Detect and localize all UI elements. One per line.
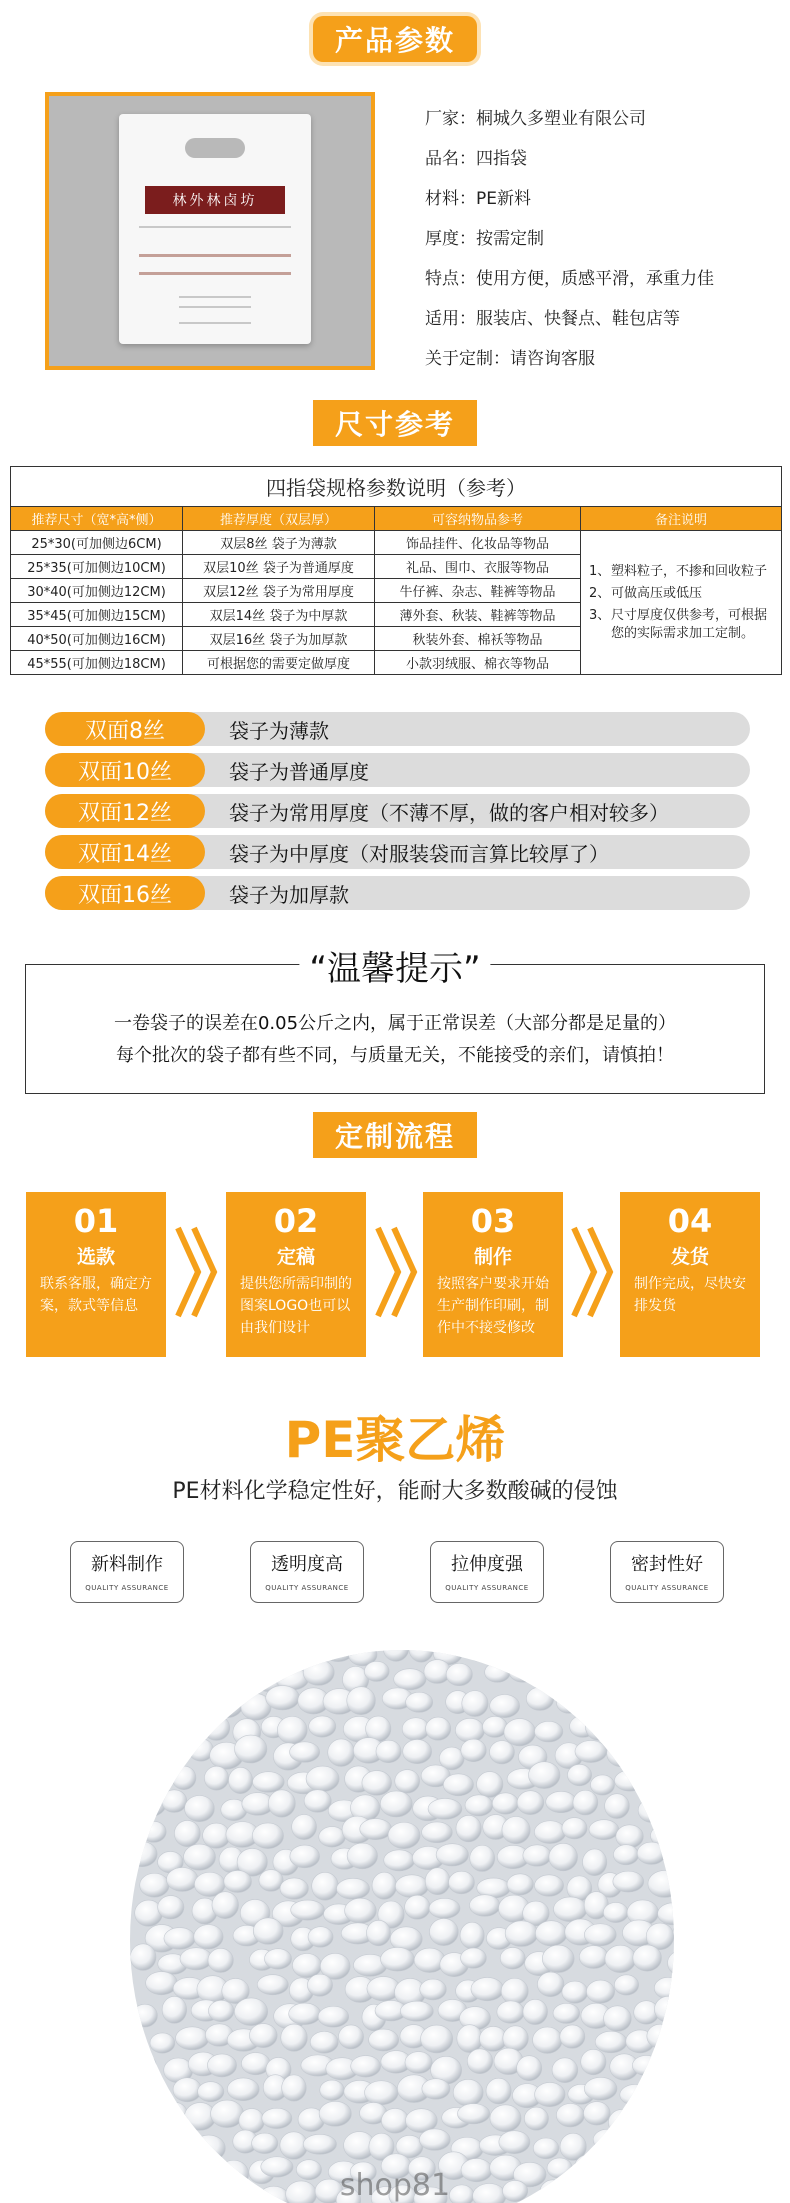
thickness-row xyxy=(45,794,750,828)
spec-key: 厚度： xyxy=(425,228,476,249)
table-cell: 双层8丝 袋子为薄款 xyxy=(183,531,375,555)
bag-print-line xyxy=(139,254,291,257)
table-cell: 双层10丝 袋子为普通厚度 xyxy=(183,555,375,579)
step-number: 04 xyxy=(667,1202,713,1240)
step-name: 制作 xyxy=(473,1246,512,1268)
thickness-desc: 袋子为中厚度（对服装袋而言算比较厚了） xyxy=(229,841,609,866)
section-title-size-ref: 尺寸参考 xyxy=(313,400,477,446)
table-cell: 小款羽绒服、棉衣等物品 xyxy=(375,651,581,675)
thickness-tag: 双面12丝 xyxy=(45,794,205,828)
spec-row xyxy=(425,256,765,296)
thickness-tag: 双面16丝 xyxy=(45,876,205,910)
note-text: 塑料粒子，不掺和回收粒子 xyxy=(611,563,768,579)
chevron-right-icon xyxy=(372,1222,420,1322)
spec-value: 请咨询客服 xyxy=(510,348,595,369)
spec-value: 使用方便，质感平滑，承重力佳 xyxy=(476,268,714,289)
feature-badge xyxy=(430,1541,544,1603)
bag-handle-hole xyxy=(185,138,245,158)
spec-value: 服装店、快餐点、鞋包店等 xyxy=(476,308,680,329)
bag-image xyxy=(119,114,311,344)
spec-value: PE新料 xyxy=(476,188,531,209)
spec-key: 品名： xyxy=(425,148,476,169)
process-step xyxy=(423,1192,563,1357)
tip-box xyxy=(25,949,765,1094)
table-cell: 双层14丝 袋子为中厚款 xyxy=(183,603,375,627)
spec-value: 按需定制 xyxy=(476,228,544,249)
pellets-graphic xyxy=(130,1640,675,2203)
table-cell: 可根据您的需要定做厚度 xyxy=(183,651,375,675)
table-row xyxy=(11,531,782,555)
process-step xyxy=(620,1192,760,1357)
process-step xyxy=(226,1192,366,1357)
chevron-right-icon xyxy=(568,1222,616,1322)
feature-badge xyxy=(250,1541,364,1603)
table-cell: 饰品挂件、化妆品等物品 xyxy=(375,531,581,555)
table-cell: 双层12丝 袋子为常用厚度 xyxy=(183,579,375,603)
spec-key: 材料： xyxy=(425,188,476,209)
pe-title: PE聚乙烯 xyxy=(284,1411,506,1469)
note-number: 1、 xyxy=(589,563,611,579)
table-cell: 牛仔裤、杂志、鞋裤等物品 xyxy=(375,579,581,603)
table-cell: 45*55(可加侧边18CM) xyxy=(11,651,183,675)
feature-badge xyxy=(70,1541,184,1603)
watermark: shop81 xyxy=(339,2168,451,2203)
note-text: 尺寸厚度仅供参考，可根据您的实际需求加工定制。 xyxy=(611,607,768,641)
spec-row xyxy=(425,96,765,136)
thickness-desc: 袋子为普通厚度 xyxy=(229,759,369,784)
spec-key: 厂家： xyxy=(425,108,476,129)
table-cell: 35*45(可加侧边15CM) xyxy=(11,603,183,627)
feature-badge xyxy=(610,1541,724,1603)
feature-sub: QUALITY ASSURANCE xyxy=(445,1584,529,1592)
feature-label: 新料制作 xyxy=(91,1554,163,1575)
thickness-row xyxy=(45,753,750,787)
bag-brand-logo: 林外林卤坊 xyxy=(145,186,285,214)
note-text: 可做高压或低压 xyxy=(611,585,703,601)
spec-value: 四指袋 xyxy=(476,148,527,169)
thickness-desc: 袋子为薄款 xyxy=(229,718,329,743)
table-header: 可容纳物品参考 xyxy=(375,507,581,531)
table-header: 推荐尺寸（宽*高*侧） xyxy=(11,507,183,531)
tip-line: 每个批次的袋子都有些不同，与质量无关，不能接受的亲们，请慎拍！ xyxy=(116,1045,674,1066)
step-number: 02 xyxy=(273,1202,319,1240)
step-name: 发货 xyxy=(670,1246,709,1268)
spec-row xyxy=(425,296,765,336)
spec-row xyxy=(425,176,765,216)
table-header: 推荐厚度（双层厚） xyxy=(183,507,375,531)
bag-print-line xyxy=(179,322,251,324)
spec-key: 特点： xyxy=(425,268,476,289)
thickness-tag: 双面10丝 xyxy=(45,753,205,787)
spec-row xyxy=(425,216,765,256)
table-cell: 秋装外套、棉袄等物品 xyxy=(375,627,581,651)
spec-key: 适用： xyxy=(425,308,476,329)
pe-subtitle: PE材料化学稳定性好，能耐大多数酸碱的侵蚀 xyxy=(172,1479,618,1504)
feature-sub: QUALITY ASSURANCE xyxy=(265,1584,349,1592)
table-cell: 30*40(可加侧边12CM) xyxy=(11,579,183,603)
feature-label: 密封性好 xyxy=(631,1554,703,1575)
step-name: 定稿 xyxy=(276,1246,315,1268)
table-notes xyxy=(581,531,782,675)
feature-sub: QUALITY ASSURANCE xyxy=(85,1584,169,1592)
step-number: 03 xyxy=(470,1202,516,1240)
step-desc: 提供您所需印制的图案LOGO也可以由我们设计 xyxy=(240,1276,352,1336)
bag-print-line xyxy=(179,296,251,298)
tip-line: 一卷袋子的误差在0.05公斤之内，属于正常误差（大部分都是足量的） xyxy=(113,1013,677,1034)
note-number: 2、 xyxy=(589,585,611,601)
step-desc: 制作完成，尽快安排发货 xyxy=(634,1276,746,1314)
feature-label: 拉伸度强 xyxy=(451,1554,523,1575)
thickness-row xyxy=(45,835,750,869)
product-photo xyxy=(45,92,375,370)
table-cell: 25*30(可加侧边6CM) xyxy=(11,531,183,555)
step-desc: 联系客服，确定方案，款式等信息 xyxy=(40,1276,152,1314)
table-title: 四指袋规格参数说明（参考） xyxy=(11,467,782,507)
table-cell: 双层16丝 袋子为加厚款 xyxy=(183,627,375,651)
tip-title: “温馨提示” xyxy=(299,941,490,990)
table-cell: 25*35(可加侧边10CM) xyxy=(11,555,183,579)
table-cell: 薄外套、秋装、鞋裤等物品 xyxy=(375,603,581,627)
spec-row xyxy=(425,136,765,176)
product-spec-list xyxy=(425,96,765,376)
chevron-right-icon xyxy=(172,1222,220,1322)
size-spec-table xyxy=(10,466,782,675)
pe-pellets-image xyxy=(130,1640,675,2203)
spec-value: 桐城久多塑业有限公司 xyxy=(476,108,646,129)
spec-row xyxy=(425,336,765,376)
table-cell: 礼品、围巾、衣服等物品 xyxy=(375,555,581,579)
table-header: 备注说明 xyxy=(581,507,782,531)
section-title-product-params: 产品参数 xyxy=(313,16,477,62)
thickness-row xyxy=(45,712,750,746)
bag-print-line xyxy=(179,306,251,308)
spec-key: 关于定制： xyxy=(425,348,510,369)
note-number: 3、 xyxy=(589,607,611,623)
feature-label: 透明度高 xyxy=(271,1554,343,1575)
table-cell: 40*50(可加侧边16CM) xyxy=(11,627,183,651)
step-name: 选款 xyxy=(76,1246,115,1268)
bag-print-line xyxy=(139,272,291,275)
thickness-row xyxy=(45,876,750,910)
bag-print-line xyxy=(139,226,291,228)
thickness-desc: 袋子为常用厚度（不薄不厚，做的客户相对较多） xyxy=(229,800,669,825)
step-number: 01 xyxy=(73,1202,119,1240)
thickness-tag: 双面14丝 xyxy=(45,835,205,869)
step-desc: 按照客户要求开始生产制作印刷，制作中不接受修改 xyxy=(437,1276,549,1336)
section-title-process: 定制流程 xyxy=(313,1112,477,1158)
thickness-tag: 双面8丝 xyxy=(45,712,205,746)
process-step xyxy=(26,1192,166,1357)
thickness-desc: 袋子为加厚款 xyxy=(229,882,349,907)
feature-sub: QUALITY ASSURANCE xyxy=(625,1584,709,1592)
